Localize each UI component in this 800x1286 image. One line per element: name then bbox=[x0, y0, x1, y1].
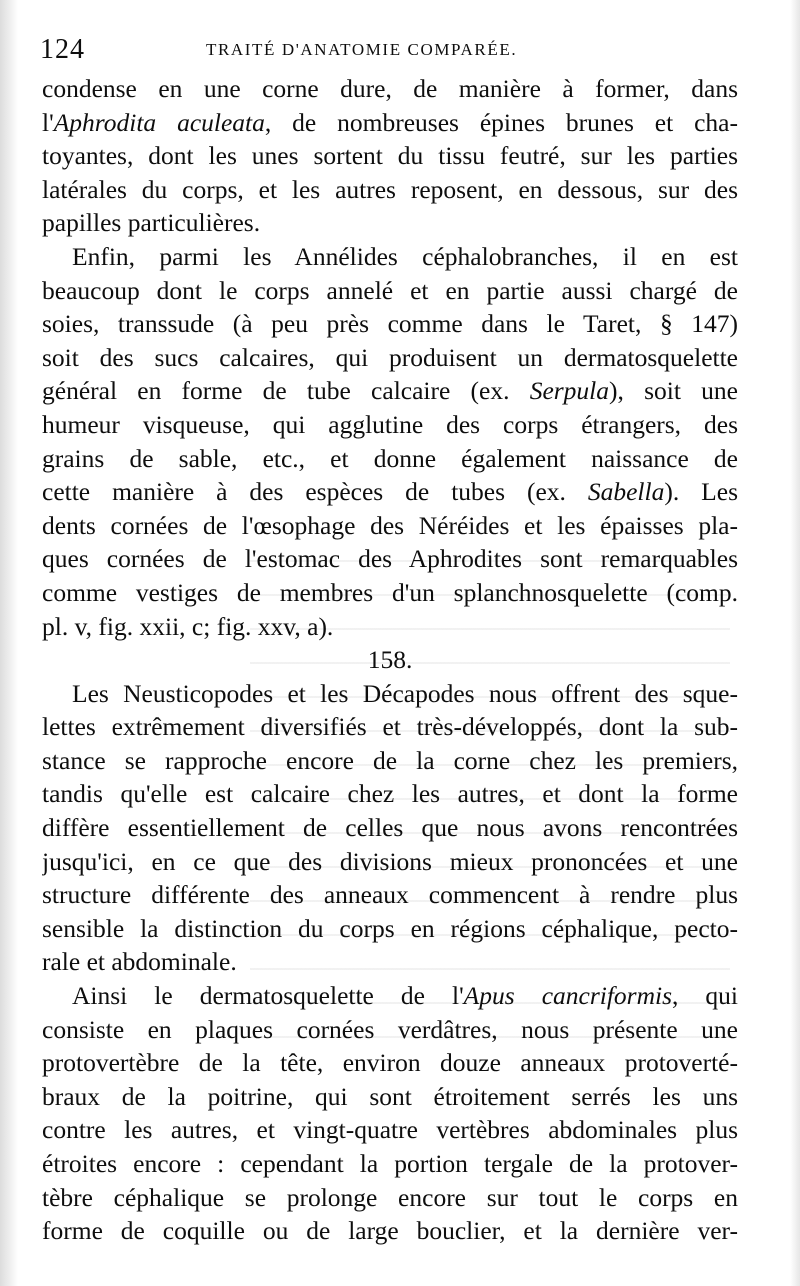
text-line bbox=[42, 1147, 738, 1181]
text-line bbox=[42, 777, 738, 811]
italic-term: Aphrodita aculeata bbox=[53, 107, 265, 137]
body-text bbox=[42, 72, 738, 1248]
text-line bbox=[42, 72, 738, 106]
text-line bbox=[42, 139, 738, 173]
text-line bbox=[42, 240, 738, 274]
text-line bbox=[42, 341, 738, 375]
text-line bbox=[42, 542, 738, 576]
text-segment: cette manière à des espèces de tubes (ex. bbox=[42, 477, 588, 507]
page-number: 124 bbox=[40, 34, 85, 65]
page-header bbox=[40, 34, 760, 64]
italic-term: Serpula bbox=[529, 376, 610, 406]
text-line bbox=[42, 1181, 738, 1215]
text-segment: soit des sucs calcaires, qui produisent un dermatosquelette bbox=[42, 342, 738, 372]
text-segment: ). Les bbox=[664, 477, 738, 507]
text-segment: protovertèbre de la tête, environ douze anneaux protoverté- bbox=[42, 1048, 738, 1078]
text-line bbox=[42, 912, 738, 946]
text-segment: Les Neusticopodes et les Décapodes nous offrent des sque- bbox=[72, 678, 738, 708]
text-segment: grains de sable, etc., et donne également naissance de bbox=[42, 443, 738, 473]
text-segment: général en forme de tube calcaire (ex. bbox=[42, 376, 530, 406]
text-line bbox=[42, 307, 738, 341]
text-line bbox=[42, 274, 738, 308]
text-segment: toyantes, dont les unes sortent du tissu feutré, sur les parties bbox=[42, 141, 738, 171]
text-segment: , de nombreuses épines brunes et cha- bbox=[264, 107, 738, 137]
text-line bbox=[42, 1013, 738, 1047]
text-line bbox=[42, 1046, 738, 1080]
text-line bbox=[42, 374, 738, 408]
text-line bbox=[42, 509, 738, 543]
text-segment: ), soit une bbox=[609, 376, 738, 406]
text-line bbox=[42, 442, 738, 476]
text-segment: latérales du corps, et les autres reposent, en dessous, sur des bbox=[42, 174, 738, 204]
running-title: TRAITÉ D'ANATOMIE COMPARÉE. bbox=[206, 40, 518, 59]
text-line bbox=[42, 979, 738, 1013]
text-segment: sensible la distinction du corps en régions céphalique, pecto- bbox=[42, 913, 738, 943]
text-segment: contre les autres, et vingt-quatre vertèbres abdominales plus bbox=[42, 1115, 738, 1145]
text-line bbox=[42, 744, 738, 778]
text-segment: structure différente des anneaux commencent à rendre plus bbox=[42, 880, 738, 910]
text-segment: tandis qu'elle est calcaire chez les autres, et dont la forme bbox=[42, 779, 738, 809]
text-segment: Ainsi le dermatosquelette de l' bbox=[72, 981, 464, 1011]
page-edge-shadow bbox=[790, 0, 800, 1286]
text-line bbox=[42, 610, 738, 644]
text-segment: forme de coquille ou de large bouclier, et la dernière ver- bbox=[42, 1216, 738, 1246]
text-line bbox=[42, 206, 738, 240]
text-segment: ques cornées de l'estomac des Aphrodites sont remarquables bbox=[42, 544, 738, 574]
text-segment: soies, transsude (à peu près comme dans le Taret, § 147) bbox=[42, 309, 738, 339]
italic-term: Sabella bbox=[587, 477, 665, 507]
text-line bbox=[42, 576, 738, 610]
text-segment: stance se rapproche encore de la corne chez les premiers, bbox=[42, 745, 738, 775]
text-segment: Enfin, parmi les Annélides céphalobranches, il en est bbox=[72, 241, 738, 271]
text-segment: pl. v, fig. xxii, c; fig. xxv, a). bbox=[42, 611, 334, 641]
text-line bbox=[42, 845, 738, 879]
text-line bbox=[42, 878, 738, 912]
text-segment: dents cornées de l'œsophage des Néréides et les épaisses pla- bbox=[42, 510, 738, 540]
section-number bbox=[42, 643, 738, 677]
text-segment: humeur visqueuse, qui agglutine des corps étrangers, des bbox=[42, 409, 738, 439]
text-segment: jusqu'ici, en ce que des divisions mieux prononcées et une bbox=[42, 846, 738, 876]
text-segment: 158. bbox=[367, 645, 413, 675]
text-line bbox=[42, 173, 738, 207]
text-line bbox=[42, 475, 738, 509]
text-segment: l' bbox=[42, 107, 54, 137]
text-segment: tèbre céphalique se prolonge encore sur tout le corps en bbox=[42, 1182, 738, 1212]
text-segment: beaucoup dont le corps annelé et en partie aussi chargé de bbox=[42, 275, 738, 305]
text-line bbox=[42, 945, 738, 979]
text-segment: lettes extrêmement diversifiés et très-développés, dont la sub- bbox=[42, 712, 738, 742]
text-segment: , qui bbox=[672, 981, 738, 1011]
text-segment: comme vestiges de membres d'un splanchnosquelette (comp. bbox=[42, 577, 738, 607]
text-line bbox=[42, 811, 738, 845]
text-segment: étroites encore : cependant la portion tergale de la protover- bbox=[42, 1149, 738, 1178]
text-segment: papilles particulières. bbox=[42, 208, 261, 238]
text-line bbox=[42, 408, 738, 442]
page-edge-shadow bbox=[0, 0, 18, 1286]
text-segment: rale et abdominale. bbox=[42, 947, 237, 977]
italic-term: Apus cancriformis bbox=[463, 981, 673, 1011]
text-line bbox=[42, 710, 738, 744]
text-line bbox=[42, 1214, 738, 1248]
text-line bbox=[42, 677, 738, 711]
text-line bbox=[42, 1080, 738, 1114]
text-segment: consiste en plaques cornées verdâtres, nous présente une bbox=[42, 1014, 738, 1044]
text-segment: condense en une corne dure, de manière à former, dans bbox=[42, 74, 738, 103]
text-line bbox=[42, 1113, 738, 1147]
text-segment: braux de la poitrine, qui sont étroitement serrés les uns bbox=[42, 1081, 738, 1111]
text-line bbox=[42, 106, 738, 140]
text-segment: diffère essentiellement de celles que nous avons rencontrées bbox=[42, 813, 738, 843]
